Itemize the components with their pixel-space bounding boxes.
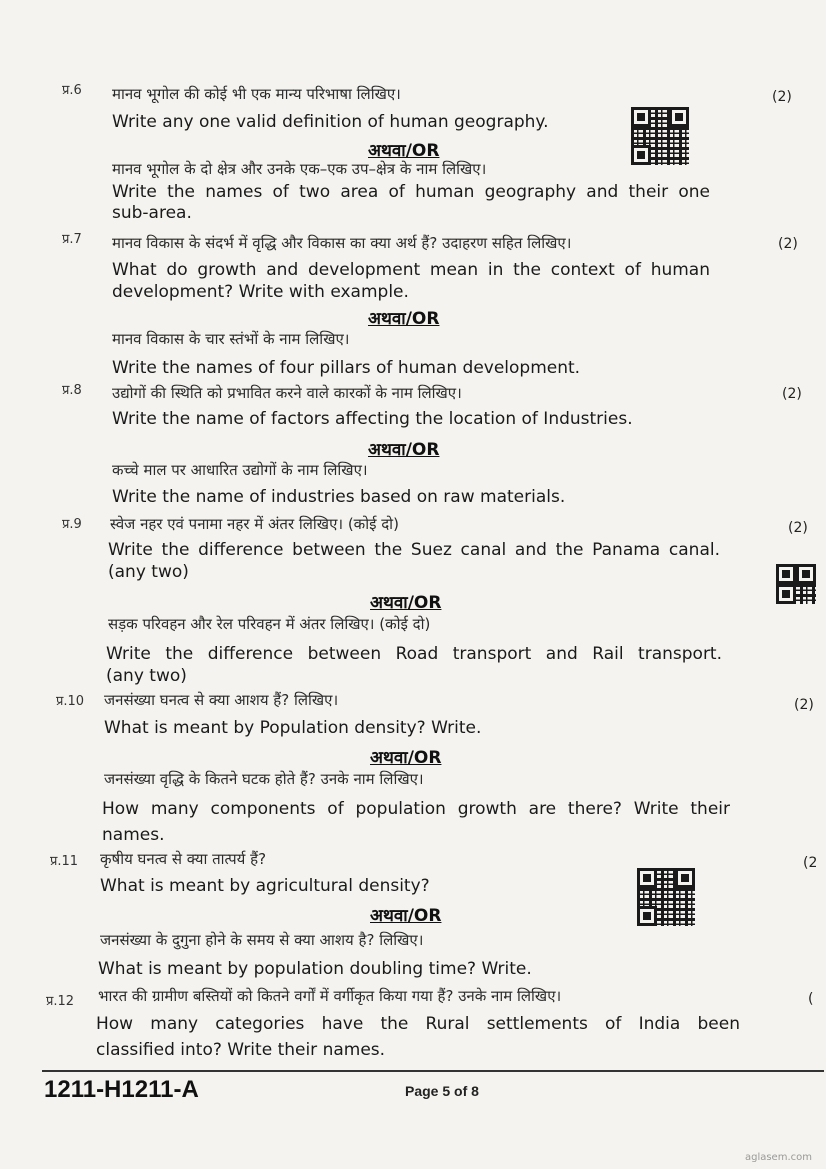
alt-question-english: Write the names of four pillars of human development. [112,358,581,378]
question-english: What is meant by agricultural density? [100,876,430,896]
alt-question-english: names. [102,825,165,845]
marks: (2) [794,697,814,713]
or-separator: अथवा/OR [370,748,442,768]
question-number: प्र.6 [62,83,82,98]
alt-question-english: sub-area. [112,203,192,223]
question-english: classified into? Write their names. [96,1040,386,1060]
footer-divider [42,1070,824,1072]
question-english: development? Write with example. [112,282,409,302]
marks: (2) [778,236,798,252]
question-hindi: मानव विकास के संदर्भ में वृद्धि और विकास का क्या अर्थ हैं? उदाहरण सहित लिखिए। [112,234,572,252]
question-hindi: भारत की ग्रामीण बस्तियों को कितने वर्गों में वर्गीकृत किया गया हैं? उनके नाम लिखिए। [98,987,562,1005]
question-number: प्र.10 [56,694,85,709]
question-number: प्र.7 [62,232,82,247]
alt-question-hindi: सड़क परिवहन और रेल परिवहन में अंतर लिखिए। (कोई दो) [108,615,431,633]
question-english: What is meant by Population density? Write. [104,718,482,738]
question-number: प्र.12 [46,994,75,1009]
or-separator: अथवा/OR [368,141,440,161]
alt-question-hindi: जनसंख्या वृद्धि के कितने घटक होते हैं? उनके नाम लिखिए। [104,770,424,788]
question-number: प्र.11 [50,854,79,869]
alt-question-hindi: जनसंख्या के दुगुना होने के समय से क्या आशय है? लिखिए। [100,931,424,949]
watermark: aglasem.com [744,1152,812,1163]
or-separator: अथवा/OR [370,906,442,926]
question-english: (any two) [108,562,189,582]
alt-question-english: Write the difference between Road transport and Rail transport. [106,644,722,664]
alt-question-english: (any two) [106,666,187,686]
question-hindi: मानव भूगोल की कोई भी एक मान्य परिभाषा लिखिए। [112,85,401,103]
marks: (2) [772,89,792,105]
paper-code: 1211-H1211-A [44,1076,199,1103]
question-number: प्र.9 [62,517,82,532]
qr-code-icon [631,107,689,165]
qr-code-icon [776,564,816,604]
question-english: How many categories have the Rural settlements of India been [96,1014,740,1034]
qr-code-icon [637,868,695,926]
alt-question-english: Write the names of two area of human geography and their one [112,182,710,202]
page-number: Page 5 of 8 [405,1083,479,1099]
question-hindi: जनसंख्या घनत्व से क्या आशय हैं? लिखिए। [104,691,339,709]
or-separator: अथवा/OR [368,440,440,460]
question-hindi: उद्योगों की स्थिति को प्रभावित करने वाले कारकों के नाम लिखिए। [112,384,462,402]
alt-question-english: Write the name of industries based on raw materials. [112,487,566,507]
question-hindi: कृषीय घनत्व से क्या तात्पर्य हैं? [100,850,267,868]
alt-question-english: How many components of population growth are there? Write their [102,799,730,819]
question-english: Write the difference between the Suez canal and the Panama canal. [108,540,720,560]
marks: (2) [782,386,802,402]
alt-question-english: What is meant by population doubling time? Write. [98,959,532,979]
alt-question-hindi: मानव भूगोल के दो क्षेत्र और उनके एक–एक उप–क्षेत्र के नाम लिखिए। [112,160,487,178]
alt-question-hindi: कच्चे माल पर आधारित उद्योगों के नाम लिखिए। [112,461,368,479]
question-number: प्र.8 [62,383,82,398]
question-english: Write the name of factors affecting the location of Industries. [112,409,633,429]
or-separator: अथवा/OR [368,309,440,329]
alt-question-hindi: मानव विकास के चार स्तंभों के नाम लिखिए। [112,330,350,348]
marks: (2 [803,855,818,871]
question-english: Write any one valid definition of human geography. [112,112,549,132]
question-hindi: स्वेज नहर एवं पनामा नहर में अंतर लिखिए। (कोई दो) [110,515,399,533]
marks: ( [808,991,814,1007]
question-english: What do growth and development mean in the context of human [112,260,710,280]
marks: (2) [788,520,808,536]
or-separator: अथवा/OR [370,593,442,613]
